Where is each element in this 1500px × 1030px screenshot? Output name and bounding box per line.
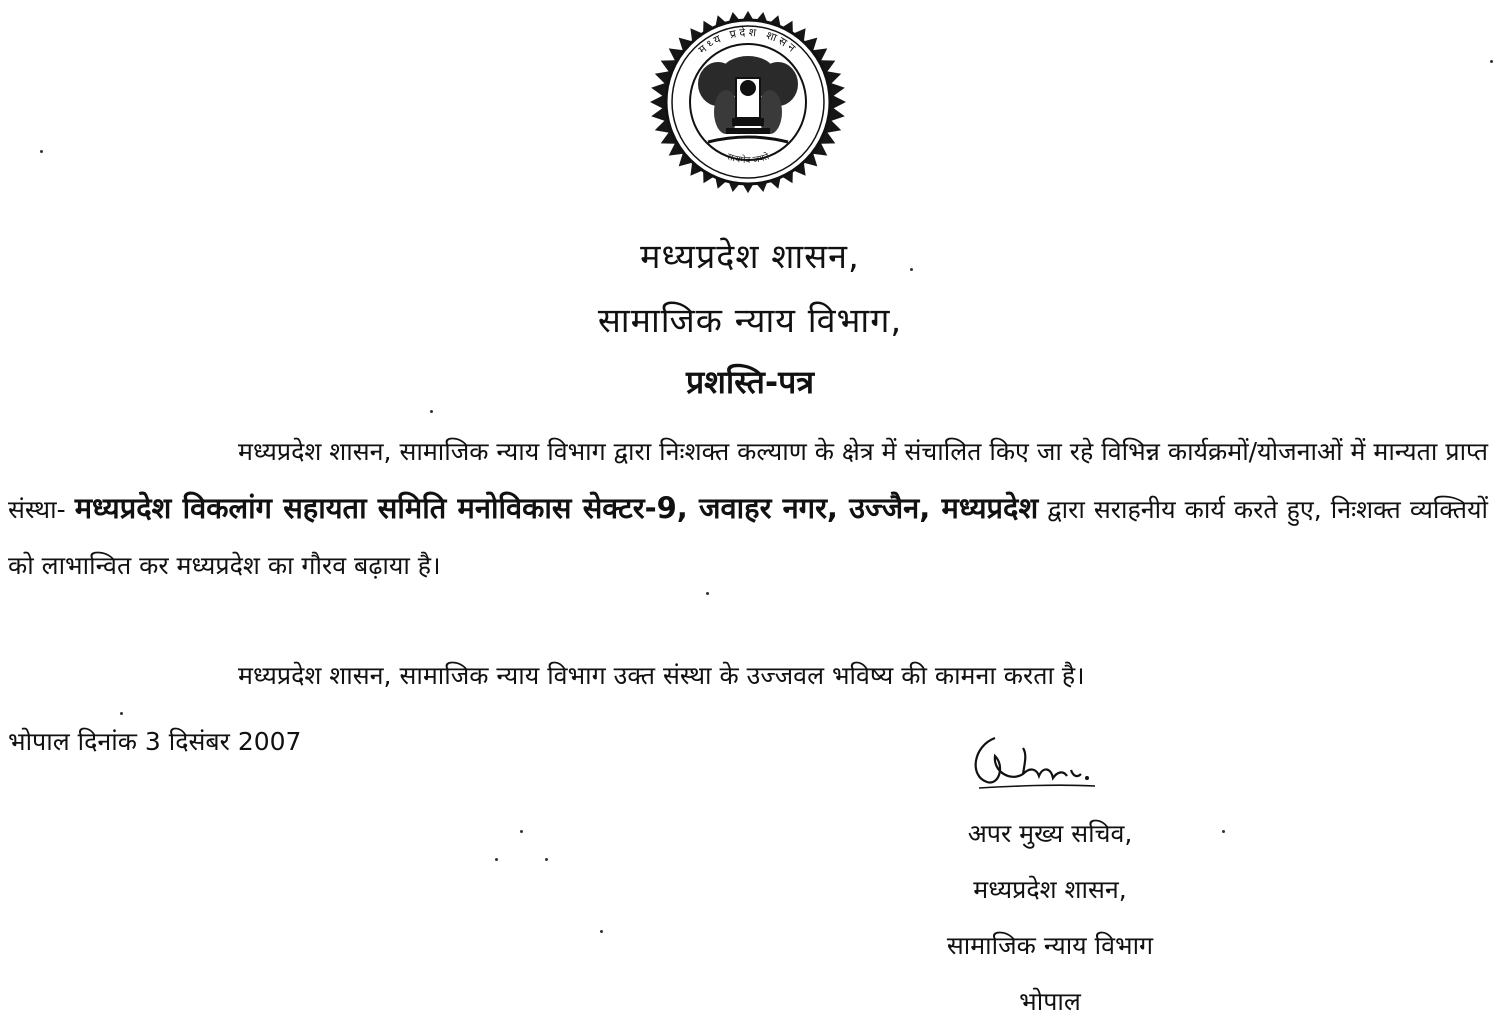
- organization-name: मध्यप्रदेश विकलांग सहायता समिति मनोविकास सेक्टर-9, जवाहर नगर, उज्जैन, मध्यप्रदेश: [74, 491, 1039, 525]
- scan-speck: [1490, 60, 1493, 63]
- scan-speck: [706, 592, 709, 595]
- citation-intro: मध्यप्रदेश शासन, सामाजिक न्याय विभाग द्वारा निःशक्त कल्याण के क्षेत्र में संचालित किए जा रहे विभिन्न कार्यक्रमों/योजनाओं में मान्यता प्राप्त संस्था-: [8, 437, 1488, 524]
- department-subtitle: सामाजिक न्याय विभाग,: [597, 301, 903, 341]
- scan-speck: [600, 930, 603, 933]
- signatory-government: मध्यप्रदेश शासन,: [973, 875, 1127, 904]
- scan-speck: [430, 410, 433, 413]
- signatory-designation: अपर मुख्य सचिव,: [967, 819, 1133, 848]
- signatory-block: [900, 806, 1200, 1030]
- signatory-department: सामाजिक न्याय विभाग: [946, 931, 1154, 960]
- scan-speck: [495, 858, 498, 861]
- date-place: भोपाल दिनांक 3 दिसंबर 2007: [8, 727, 302, 756]
- scan-speck: [1222, 830, 1225, 833]
- scan-speck: [545, 858, 548, 861]
- scan-speck: [40, 150, 43, 153]
- citation-rest: द्वारा सराहनीय कार्य करते हुए, निःशक्त व्यक्तियों को लाभान्वित कर मध्यप्रदेश का गौरव बढ़ाया है।: [8, 495, 1489, 580]
- scan-speck: [520, 830, 523, 833]
- certificate-title: प्रशस्ति-पत्र: [685, 363, 815, 401]
- scan-speck: [910, 268, 913, 271]
- wishes-paragraph: मध्यप्रदेश शासन, सामाजिक न्याय विभाग उक्त संस्था के उज्जवल भविष्य की कामना करता है।: [238, 661, 1085, 690]
- state-emblem-seal: [640, 2, 856, 202]
- svg-text:मध्य प्रदेश शासन: मध्य प्रदेश शासन: [695, 25, 801, 57]
- svg-text:सत्यमेव जयते: सत्यमेव जयते: [725, 152, 771, 166]
- scan-speck: [120, 712, 123, 715]
- signature: [965, 726, 1105, 796]
- signatory-place: भोपाल: [1019, 987, 1081, 1016]
- citation-paragraph: [8, 424, 1488, 594]
- department-title: मध्यप्रदेश शासन,: [640, 237, 860, 277]
